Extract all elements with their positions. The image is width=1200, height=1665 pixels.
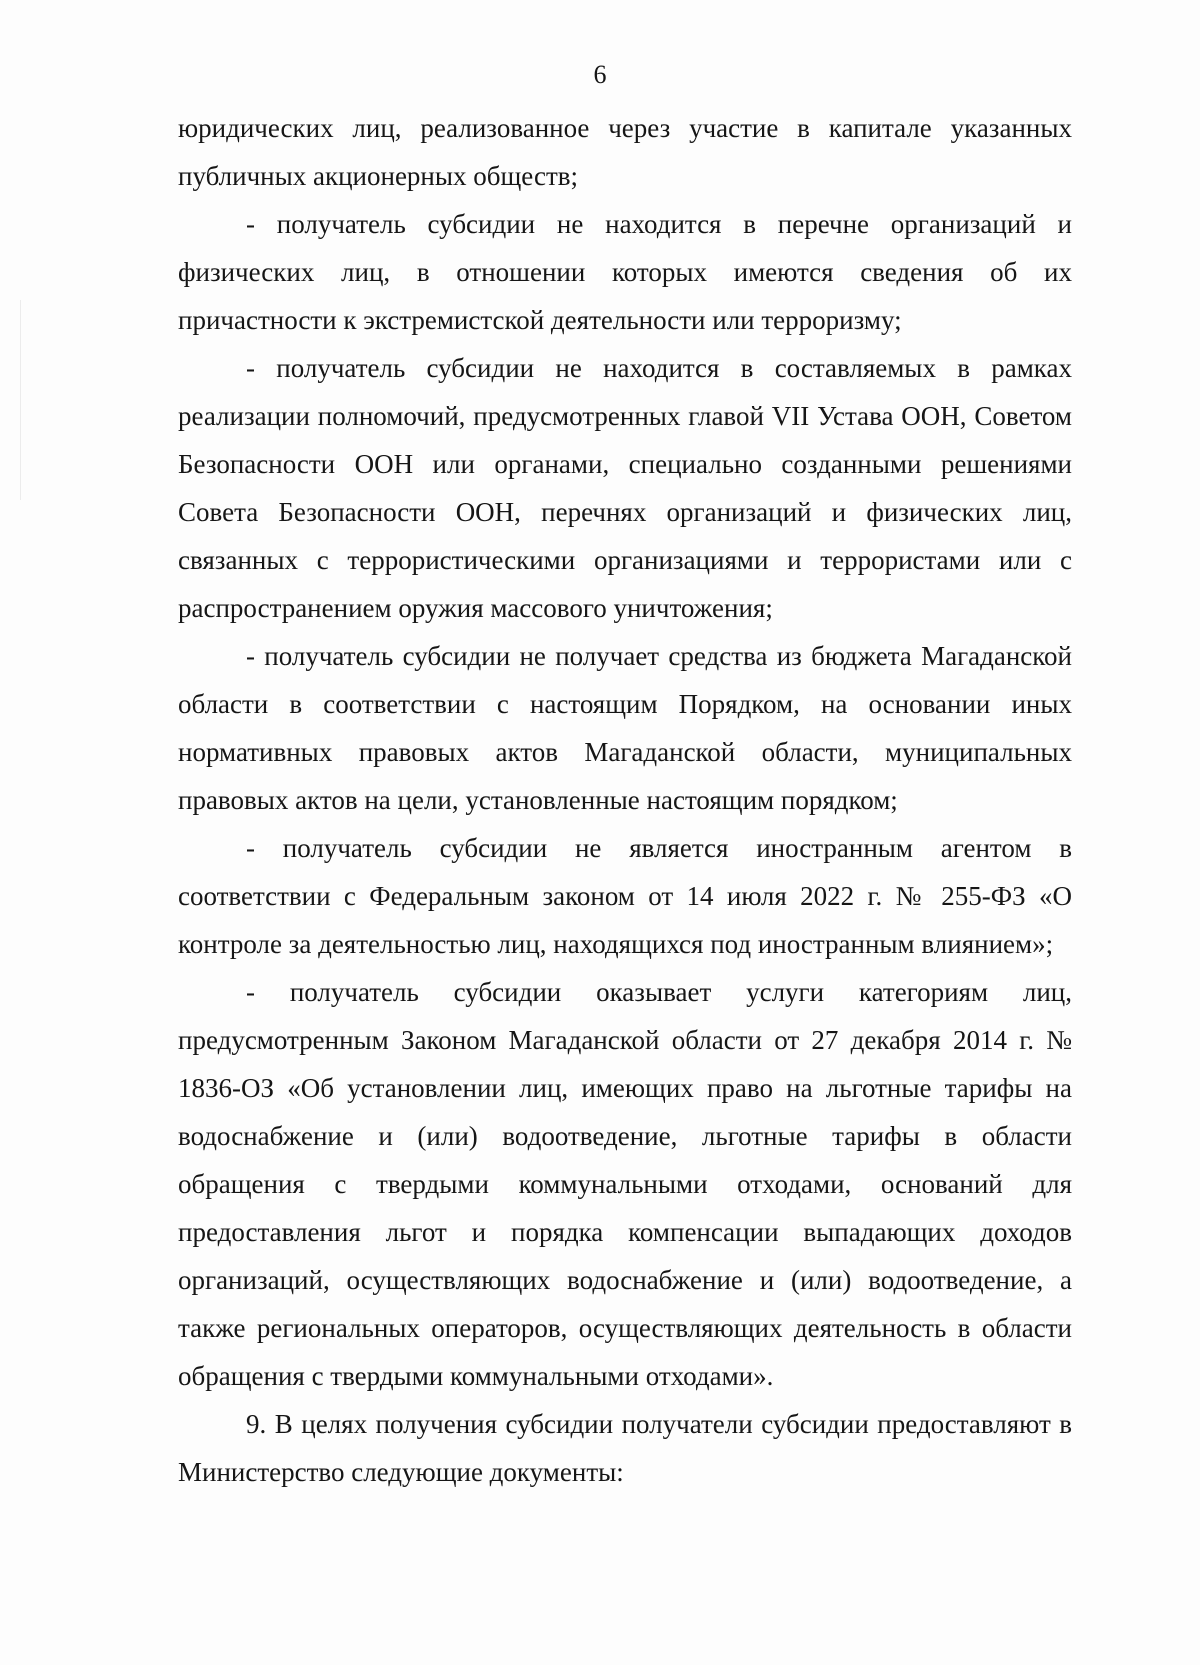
paragraph-un-sanctions: - получатель субсидии не находится в составляемых в рамках реализации полномочий, предусмотренных главой VII Устава ООН, Советом Безопасности ООН или органами, специально созданными решениями Совета Безопасности ООН, перечнях организаций и физических лиц, связанных с террористическими организациями и террористами или с распространением оружия массового уничтожения; [178, 353, 1072, 623]
paragraph-foreign-agent: - получатель субсидии не является иностранным агентом в соответствии с Федеральным законом от 14 июля 2022 г. № 255-ФЗ «О контроле за деятельностью лиц, находящихся под иностранным влиянием»; [178, 833, 1072, 959]
paragraph-extremism-list: - получатель субсидии не находится в перечне организаций и физических лиц, в отношении которых имеются сведения об их причастности к экстремистской деятельности или терроризму; [178, 209, 1072, 335]
paragraph-required-documents: 9. В целях получения субсидии получатели субсидии предоставляют в Министерство следующие документы: [178, 1409, 1072, 1487]
paragraph-continuation: юридических лиц, реализованное через участие в капитале указанных публичных акционерных обществ; [178, 113, 1072, 191]
paragraph-budget-funds: - получатель субсидии не получает средства из бюджета Магаданской области в соответствии с настоящим Порядком, на основании иных нормативных правовых актов Магаданской области, муниципальных правовых актов на цели, установленные настоящим порядком; [178, 641, 1072, 815]
paragraph-service-categories: - получатель субсидии оказывает услуги категориям лиц, предусмотренным Законом Магаданской области от 27 декабря 2014 г. № 1836-ОЗ «Об установлении лиц, имеющих право на льготные тарифы на водоснабжение и (или) водоотведение, льготные тарифы в области обращения с твердыми коммунальными отходами, оснований для предоставления льгот и порядка компенсации выпадающих доходов организаций, осуществляющих водоснабжение и (или) водоотведение, а также региональных операторов, осуществляющих деятельность в области обращения с твердыми коммунальными отходами». [178, 977, 1072, 1391]
document-body [178, 104, 1072, 1496]
page-number: 6 [593, 60, 607, 89]
scan-edge-mark [20, 300, 21, 500]
